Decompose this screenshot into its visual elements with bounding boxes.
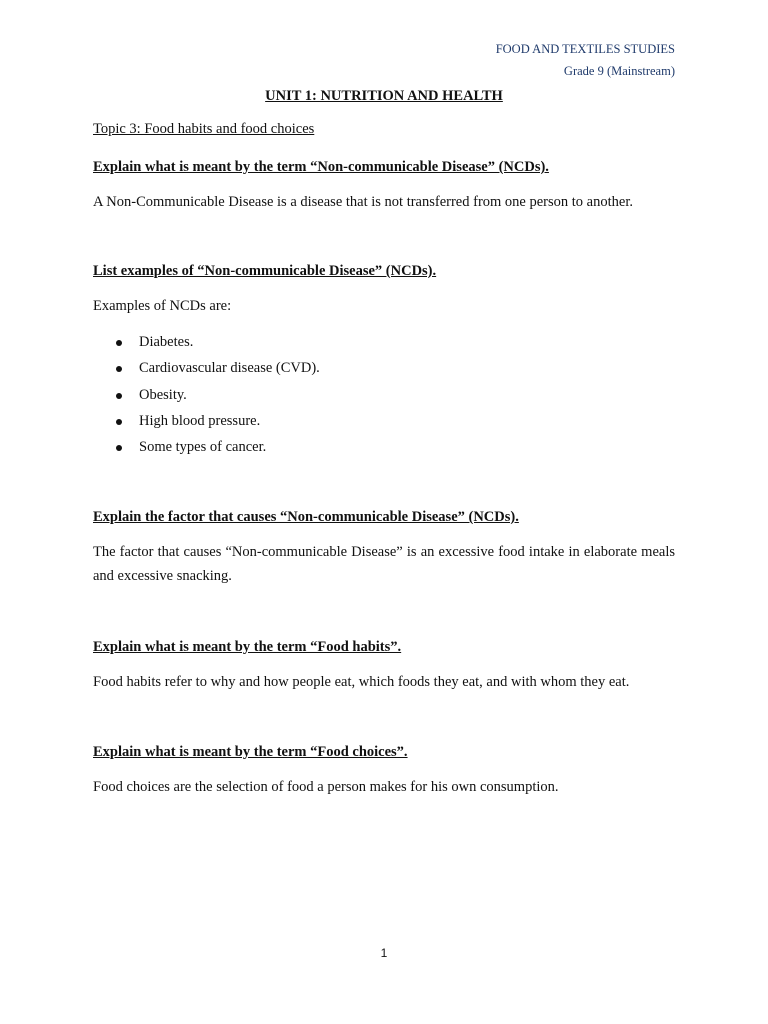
page-number: 1 [380,946,388,960]
ncd-examples-list [93,330,320,461]
header-subject: FOOD AND TEXTILES STUDIES [495,42,675,56]
list-item: Diabetes. [93,330,320,356]
answer-food-choices: Food choices are the selection of food a person makes for his own consumption. [93,779,559,795]
question-ncd-cause: Explain the factor that causes “Non-communicable Disease” (NCDs). [93,509,519,525]
bullet-icon [116,366,122,372]
answer-food-habits: Food habits refer to why and how people eat, which foods they eat, and with whom they eat. [93,674,630,690]
bullet-icon [116,393,122,399]
ncd-examples-intro: Examples of NCDs are: [93,298,232,314]
question-food-habits: Explain what is meant by the term “Food habits”. [93,639,402,655]
question-ncd-definition: Explain what is meant by the term “Non-communicable Disease” (NCDs). [93,159,549,175]
list-item: High blood pressure. [93,409,320,435]
list-item: Obesity. [93,383,320,409]
list-item: Some types of cancer. [93,435,320,461]
list-item: Cardiovascular disease (CVD). [93,356,320,382]
bullet-icon [116,445,122,451]
answer-ncd-cause: The factor that causes “Non-communicable Disease” is an excessive food intake in elaborate meals and excessive snacking. [93,544,675,584]
unit-title: UNIT 1: NUTRITION AND HEALTH [265,88,503,104]
question-ncd-examples: List examples of “Non-communicable Disease” (NCDs). [93,263,437,279]
answer-ncd-definition: A Non-Communicable Disease is a disease that is not transferred from one person to another. [93,194,633,210]
topic-heading: Topic 3: Food habits and food choices [93,121,315,137]
question-food-choices: Explain what is meant by the term “Food choices”. [93,744,408,760]
bullet-icon [116,340,122,346]
bullet-icon [116,419,122,425]
header-grade: Grade 9 (Mainstream) [563,64,675,78]
